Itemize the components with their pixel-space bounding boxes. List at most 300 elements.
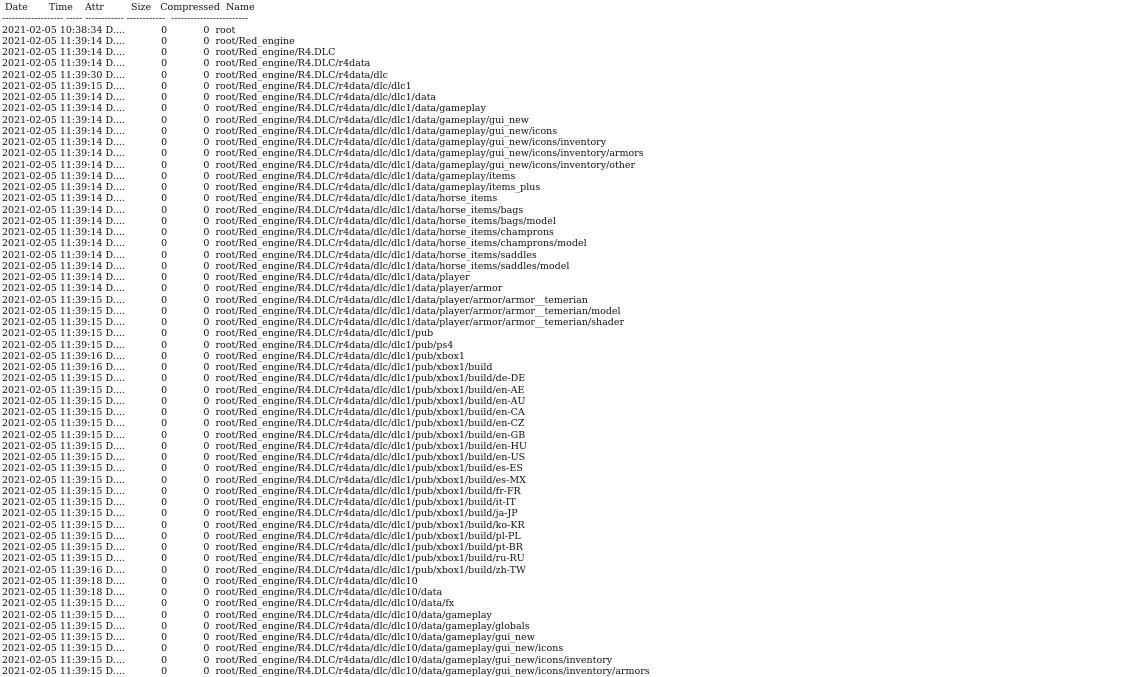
date-cell: 2021-02-05 (2, 373, 57, 384)
date-cell: 2021-02-05 (2, 103, 57, 114)
size-cell: 0 (128, 250, 167, 261)
compressed-cell: 0 (170, 25, 209, 36)
attr-cell: D.... (106, 182, 125, 193)
listing-row (2, 553, 650, 564)
size-cell: 0 (128, 283, 167, 294)
listing-row (2, 396, 650, 407)
size-cell: 0 (128, 92, 167, 103)
date-cell: 2021-02-05 (2, 193, 57, 204)
attr-cell: D.... (106, 261, 125, 272)
compressed-cell: 0 (170, 531, 209, 542)
date-cell: 2021-02-05 (2, 542, 57, 553)
time-cell: 11:39:14 (60, 193, 103, 204)
date-cell: 2021-02-05 (2, 216, 57, 227)
name-cell: root/Red_engine/R4.DLC/r4data/dlc/dlc1/data/horse_items (216, 193, 498, 204)
listing-row (2, 475, 650, 486)
attr-cell: D.... (106, 418, 125, 429)
time-cell: 11:39:16 (60, 351, 103, 362)
date-cell: 2021-02-05 (2, 463, 57, 474)
date-cell: 2021-02-05 (2, 587, 57, 598)
listing-row (2, 497, 650, 508)
date-cell: 2021-02-05 (2, 171, 57, 182)
name-cell: root/Red_engine/R4.DLC/r4data/dlc/dlc1/pub/xbox1/build/en-CZ (216, 418, 525, 429)
name-cell: root/Red_engine/R4.DLC/r4data/dlc/dlc1/pub/ps4 (216, 340, 454, 351)
attr-cell: D.... (106, 632, 125, 643)
listing-row (2, 328, 650, 339)
size-cell: 0 (128, 47, 167, 58)
time-cell: 11:39:15 (60, 463, 103, 474)
time-cell: 11:39:14 (60, 171, 103, 182)
listing-row (2, 70, 650, 81)
date-cell: 2021-02-05 (2, 47, 57, 58)
time-cell: 11:39:14 (60, 160, 103, 171)
date-cell: 2021-02-05 (2, 295, 57, 306)
date-cell: 2021-02-05 (2, 553, 57, 564)
time-cell: 11:39:14 (60, 92, 103, 103)
listing-row (2, 137, 650, 148)
compressed-cell: 0 (170, 396, 209, 407)
listing-row (2, 58, 650, 69)
time-cell: 11:39:15 (60, 295, 103, 306)
size-cell: 0 (128, 328, 167, 339)
listing-row (2, 452, 650, 463)
time-cell: 11:39:15 (60, 407, 103, 418)
name-cell: root/Red_engine/R4.DLC/r4data/dlc/dlc1/data/horse_items/saddles (216, 250, 537, 261)
compressed-cell: 0 (170, 340, 209, 351)
compressed-cell: 0 (170, 182, 209, 193)
time-cell: 11:39:15 (60, 373, 103, 384)
name-cell: root/Red_engine/R4.DLC/r4data/dlc/dlc1/pub/xbox1/build/ja-JP (216, 508, 518, 519)
attr-cell: D.... (106, 452, 125, 463)
name-cell: root/Red_engine/R4.DLC/r4data/dlc/dlc10/data (216, 587, 443, 598)
compressed-cell: 0 (170, 227, 209, 238)
date-cell: 2021-02-05 (2, 508, 57, 519)
size-cell: 0 (128, 126, 167, 137)
compressed-cell: 0 (170, 115, 209, 126)
attr-cell: D.... (106, 598, 125, 609)
compressed-cell: 0 (170, 81, 209, 92)
compressed-cell: 0 (170, 542, 209, 553)
size-cell: 0 (128, 385, 167, 396)
size-cell: 0 (128, 362, 167, 373)
date-cell: 2021-02-05 (2, 452, 57, 463)
time-cell: 11:39:15 (60, 306, 103, 317)
time-cell: 11:39:15 (60, 418, 103, 429)
name-cell: root/Red_engine/R4.DLC/r4data/dlc/dlc1/pub/xbox1/build/zh-TW (216, 565, 526, 576)
listing-row (2, 598, 650, 609)
listing-row (2, 36, 650, 47)
time-cell: 11:39:15 (60, 497, 103, 508)
date-cell: 2021-02-05 (2, 238, 57, 249)
name-cell: root/Red_engine/R4.DLC/r4data/dlc/dlc1/pub/xbox1/build/pl-PL (216, 531, 521, 542)
size-cell: 0 (128, 553, 167, 564)
listing-row (2, 160, 650, 171)
attr-cell: D.... (106, 137, 125, 148)
size-cell: 0 (128, 531, 167, 542)
attr-cell: D.... (106, 283, 125, 294)
date-cell: 2021-02-05 (2, 137, 57, 148)
attr-cell: D.... (106, 25, 125, 36)
date-cell: 2021-02-05 (2, 598, 57, 609)
date-cell: 2021-02-05 (2, 182, 57, 193)
listing-row (2, 643, 650, 654)
name-cell: root/Red_engine/R4.DLC/r4data/dlc/dlc1/pub/xbox1/build (216, 362, 493, 373)
size-cell: 0 (128, 463, 167, 474)
name-cell: root/Red_engine/R4.DLC/r4data/dlc/dlc10/data/fx (216, 598, 455, 609)
size-cell: 0 (128, 486, 167, 497)
name-cell: root/Red_engine/R4.DLC/r4data/dlc/dlc1/pub/xbox1/build/en-HU (216, 441, 527, 452)
attr-cell: D.... (106, 497, 125, 508)
compressed-cell: 0 (170, 508, 209, 519)
time-cell: 11:39:14 (60, 261, 103, 272)
size-cell: 0 (128, 373, 167, 384)
attr-cell: D.... (106, 508, 125, 519)
time-cell: 11:39:15 (60, 81, 103, 92)
attr-cell: D.... (106, 115, 125, 126)
name-cell: root/Red_engine/R4.DLC/r4data/dlc/dlc1/pub (216, 328, 434, 339)
name-cell: root/Red_engine/R4.DLC/r4data/dlc/dlc1/pub/xbox1/build/pt-BR (216, 542, 523, 553)
name-cell: root/Red_engine/R4.DLC/r4data/dlc/dlc1/data/horse_items/champrons/model (216, 238, 587, 249)
attr-cell: D.... (106, 531, 125, 542)
time-cell: 11:39:18 (60, 576, 103, 587)
time-cell: 11:39:14 (60, 148, 103, 159)
attr-cell: D.... (106, 81, 125, 92)
attr-cell: D.... (106, 475, 125, 486)
size-cell: 0 (128, 452, 167, 463)
attr-cell: D.... (106, 295, 125, 306)
name-cell: root/Red_engine/R4.DLC/r4data/dlc/dlc10/data/gameplay (216, 610, 492, 621)
attr-cell: D.... (106, 520, 125, 531)
name-cell: root/Red_engine/R4.DLC/r4data/dlc/dlc1/data/player (216, 272, 470, 283)
size-cell: 0 (128, 441, 167, 452)
date-cell: 2021-02-05 (2, 655, 57, 666)
date-cell: 2021-02-05 (2, 632, 57, 643)
name-cell: root/Red_engine/R4.DLC/r4data/dlc/dlc1/pub/xbox1 (216, 351, 465, 362)
attr-cell: D.... (106, 216, 125, 227)
attr-cell: D.... (106, 272, 125, 283)
size-cell: 0 (128, 193, 167, 204)
date-cell: 2021-02-05 (2, 36, 57, 47)
attr-cell: D.... (106, 171, 125, 182)
name-cell: root/Red_engine/R4.DLC/r4data/dlc/dlc1/data/gameplay/gui_new/icons/inventory/other (216, 160, 636, 171)
size-cell: 0 (128, 160, 167, 171)
name-cell: root/Red_engine/R4.DLC/r4data/dlc/dlc1/pub/xbox1/build/en-CA (216, 407, 525, 418)
name-cell: root/Red_engine/R4.DLC/r4data/dlc/dlc1/data/horse_items/saddles/model (216, 261, 570, 272)
time-cell: 11:39:14 (60, 272, 103, 283)
listing-header: Date Time Attr Size Compressed Name (2, 2, 650, 13)
time-cell: 11:39:15 (60, 666, 103, 677)
name-cell: root/Red_engine/R4.DLC/r4data/dlc/dlc1/data/horse_items/bags/model (216, 216, 556, 227)
listing-row (2, 193, 650, 204)
attr-cell: D.... (106, 385, 125, 396)
time-cell: 11:39:15 (60, 430, 103, 441)
attr-cell: D.... (106, 70, 125, 81)
name-cell: root/Red_engine/R4.DLC/r4data/dlc/dlc1/data/gameplay/gui_new/icons/inventory/armors (216, 148, 644, 159)
compressed-cell: 0 (170, 36, 209, 47)
listing-row (2, 441, 650, 452)
size-cell: 0 (128, 520, 167, 531)
date-cell: 2021-02-05 (2, 272, 57, 283)
listing-row (2, 283, 650, 294)
time-cell: 11:39:15 (60, 486, 103, 497)
compressed-cell: 0 (170, 418, 209, 429)
listing-row (2, 92, 650, 103)
size-cell: 0 (128, 205, 167, 216)
compressed-cell: 0 (170, 160, 209, 171)
name-cell: root/Red_engine/R4.DLC/r4data/dlc/dlc1/data/horse_items/champrons (216, 227, 554, 238)
time-cell: 11:39:16 (60, 565, 103, 576)
name-cell: root/Red_engine/R4.DLC/r4data/dlc/dlc1/data/player/armor/armor__temerian (216, 295, 588, 306)
date-cell: 2021-02-05 (2, 610, 57, 621)
listing-row (2, 373, 650, 384)
attr-cell: D.... (106, 587, 125, 598)
date-cell: 2021-02-05 (2, 115, 57, 126)
size-cell: 0 (128, 587, 167, 598)
name-cell: root/Red_engine/R4.DLC/r4data/dlc/dlc10/data/gameplay/gui_new/icons (216, 643, 564, 654)
size-cell: 0 (128, 182, 167, 193)
date-cell: 2021-02-05 (2, 666, 57, 677)
attr-cell: D.... (106, 396, 125, 407)
listing-row (2, 666, 650, 677)
size-cell: 0 (128, 58, 167, 69)
size-cell: 0 (128, 137, 167, 148)
date-cell: 2021-02-05 (2, 340, 57, 351)
date-cell: 2021-02-05 (2, 70, 57, 81)
attr-cell: D.... (106, 47, 125, 58)
name-cell: root/Red_engine/R4.DLC/r4data/dlc/dlc1/pub/xbox1/build/fr-FR (216, 486, 521, 497)
date-cell: 2021-02-05 (2, 565, 57, 576)
listing-row (2, 47, 650, 58)
time-cell: 11:39:14 (60, 250, 103, 261)
name-cell: root/Red_engine/R4.DLC/r4data/dlc/dlc1/pub/xbox1/build/en-US (216, 452, 526, 463)
date-cell: 2021-02-05 (2, 25, 57, 36)
date-cell: 2021-02-05 (2, 418, 57, 429)
listing-row (2, 317, 650, 328)
time-cell: 11:39:15 (60, 385, 103, 396)
name-cell: root/Red_engine/R4.DLC/r4data/dlc/dlc10/data/gameplay/gui_new/icons/inventory (216, 655, 613, 666)
date-cell: 2021-02-05 (2, 306, 57, 317)
compressed-cell: 0 (170, 576, 209, 587)
attr-cell: D.... (106, 621, 125, 632)
attr-cell: D.... (106, 666, 125, 677)
name-cell: root/Red_engine/R4.DLC/r4data/dlc/dlc10/data/gameplay/gui_new (216, 632, 535, 643)
compressed-cell: 0 (170, 486, 209, 497)
size-cell: 0 (128, 25, 167, 36)
compressed-cell: 0 (170, 463, 209, 474)
name-cell: root/Red_engine/R4.DLC/r4data/dlc/dlc1 (216, 81, 412, 92)
size-cell: 0 (128, 396, 167, 407)
attr-cell: D.... (106, 250, 125, 261)
size-cell: 0 (128, 407, 167, 418)
compressed-cell: 0 (170, 430, 209, 441)
size-cell: 0 (128, 351, 167, 362)
listing-row (2, 351, 650, 362)
size-cell: 0 (128, 475, 167, 486)
attr-cell: D.... (106, 610, 125, 621)
compressed-cell: 0 (170, 317, 209, 328)
date-cell: 2021-02-05 (2, 362, 57, 373)
compressed-cell: 0 (170, 137, 209, 148)
listing-row (2, 171, 650, 182)
compressed-cell: 0 (170, 306, 209, 317)
compressed-cell: 0 (170, 407, 209, 418)
date-cell: 2021-02-05 (2, 205, 57, 216)
listing-row (2, 148, 650, 159)
time-cell: 11:39:14 (60, 182, 103, 193)
listing-row (2, 261, 650, 272)
listing-row (2, 430, 650, 441)
time-cell: 11:39:15 (60, 542, 103, 553)
listing-row (2, 632, 650, 643)
listing-row (2, 531, 650, 542)
compressed-cell: 0 (170, 621, 209, 632)
listing-row (2, 407, 650, 418)
attr-cell: D.... (106, 643, 125, 654)
name-cell: root/Red_engine/R4.DLC/r4data/dlc/dlc10 (216, 576, 418, 587)
time-cell: 11:39:15 (60, 531, 103, 542)
name-cell: root/Red_engine/R4.DLC/r4data/dlc/dlc1/data/player/armor/armor__temerian/model (216, 306, 621, 317)
date-cell: 2021-02-05 (2, 497, 57, 508)
compressed-cell: 0 (170, 250, 209, 261)
attr-cell: D.... (106, 205, 125, 216)
compressed-cell: 0 (170, 58, 209, 69)
time-cell: 11:39:15 (60, 655, 103, 666)
name-cell: root/Red_engine/R4.DLC/r4data/dlc/dlc1/data/gameplay/gui_new/icons (216, 126, 558, 137)
attr-cell: D.... (106, 148, 125, 159)
time-cell: 11:39:14 (60, 137, 103, 148)
time-cell: 11:39:15 (60, 610, 103, 621)
name-cell: root/Red_engine/R4.DLC/r4data/dlc/dlc1/data/gameplay/gui_new/icons/inventory (216, 137, 607, 148)
compressed-cell: 0 (170, 385, 209, 396)
time-cell: 11:39:18 (60, 587, 103, 598)
size-cell: 0 (128, 430, 167, 441)
date-cell: 2021-02-05 (2, 430, 57, 441)
time-cell: 11:39:14 (60, 126, 103, 137)
time-cell: 11:39:15 (60, 553, 103, 564)
time-cell: 11:39:14 (60, 36, 103, 47)
compressed-cell: 0 (170, 553, 209, 564)
date-cell: 2021-02-05 (2, 621, 57, 632)
size-cell: 0 (128, 666, 167, 677)
listing-row (2, 587, 650, 598)
name-cell: root/Red_engine/R4.DLC/r4data/dlc/dlc1/data/player/armor (216, 283, 503, 294)
name-cell: root/Red_engine/R4.DLC/r4data/dlc/dlc1/pub/xbox1/build/es-ES (216, 463, 523, 474)
compressed-cell: 0 (170, 205, 209, 216)
size-cell: 0 (128, 418, 167, 429)
size-cell: 0 (128, 610, 167, 621)
name-cell: root/Red_engine/R4.DLC/r4data (216, 58, 371, 69)
compressed-cell: 0 (170, 171, 209, 182)
time-cell: 11:39:15 (60, 508, 103, 519)
time-cell: 11:39:15 (60, 452, 103, 463)
name-cell: root/Red_engine/R4.DLC/r4data/dlc/dlc1/data/horse_items/bags (216, 205, 524, 216)
listing-row (2, 205, 650, 216)
listing-row (2, 115, 650, 126)
date-cell: 2021-02-05 (2, 486, 57, 497)
compressed-cell: 0 (170, 283, 209, 294)
compressed-cell: 0 (170, 47, 209, 58)
size-cell: 0 (128, 497, 167, 508)
listing-row (2, 621, 650, 632)
name-cell: root/Red_engine/R4.DLC/r4data/dlc/dlc10/data/gameplay/gui_new/icons/inventory/armors (216, 666, 650, 677)
attr-cell: D.... (106, 407, 125, 418)
compressed-cell: 0 (170, 520, 209, 531)
time-cell: 11:39:14 (60, 205, 103, 216)
name-cell: root/Red_engine/R4.DLC/r4data/dlc/dlc1/data/gameplay/items (216, 171, 516, 182)
date-cell: 2021-02-05 (2, 250, 57, 261)
size-cell: 0 (128, 216, 167, 227)
size-cell: 0 (128, 261, 167, 272)
listing-row (2, 542, 650, 553)
listing-row (2, 182, 650, 193)
compressed-cell: 0 (170, 272, 209, 283)
compressed-cell: 0 (170, 92, 209, 103)
listing-row (2, 610, 650, 621)
size-cell: 0 (128, 598, 167, 609)
listing-row (2, 250, 650, 261)
size-cell: 0 (128, 36, 167, 47)
listing-row (2, 295, 650, 306)
attr-cell: D.... (106, 486, 125, 497)
attr-cell: D.... (106, 441, 125, 452)
name-cell: root/Red_engine/R4.DLC/r4data/dlc/dlc1/data/gameplay/items_plus (216, 182, 541, 193)
listing-row (2, 385, 650, 396)
attr-cell: D.... (106, 463, 125, 474)
date-cell: 2021-02-05 (2, 92, 57, 103)
listing-row (2, 81, 650, 92)
attr-cell: D.... (106, 193, 125, 204)
date-cell: 2021-02-05 (2, 396, 57, 407)
listing-row (2, 238, 650, 249)
time-cell: 11:39:15 (60, 632, 103, 643)
compressed-cell: 0 (170, 362, 209, 373)
size-cell: 0 (128, 565, 167, 576)
size-cell: 0 (128, 655, 167, 666)
compressed-cell: 0 (170, 565, 209, 576)
date-cell: 2021-02-05 (2, 126, 57, 137)
date-cell: 2021-02-05 (2, 407, 57, 418)
listing-row (2, 103, 650, 114)
compressed-cell: 0 (170, 261, 209, 272)
name-cell: root/Red_engine/R4.DLC/r4data/dlc/dlc1/data/gameplay (216, 103, 486, 114)
time-cell: 11:39:15 (60, 328, 103, 339)
listing-separator: ------------------- ----- ------------ ------------ ------------------------ (2, 13, 650, 24)
size-cell: 0 (128, 171, 167, 182)
date-cell: 2021-02-05 (2, 351, 57, 362)
compressed-cell: 0 (170, 452, 209, 463)
attr-cell: D.... (106, 340, 125, 351)
date-cell: 2021-02-05 (2, 643, 57, 654)
attr-cell: D.... (106, 553, 125, 564)
attr-cell: D.... (106, 58, 125, 69)
size-cell: 0 (128, 238, 167, 249)
attr-cell: D.... (106, 227, 125, 238)
compressed-cell: 0 (170, 610, 209, 621)
listing-row (2, 340, 650, 351)
listing-row (2, 655, 650, 666)
name-cell: root/Red_engine/R4.DLC/r4data/dlc/dlc1/data/gameplay/gui_new (216, 115, 529, 126)
time-cell: 11:39:15 (60, 396, 103, 407)
size-cell: 0 (128, 103, 167, 114)
compressed-cell: 0 (170, 216, 209, 227)
listing-row (2, 362, 650, 373)
listing-row (2, 565, 650, 576)
name-cell: root/Red_engine/R4.DLC/r4data/dlc/dlc10/data/gameplay/globals (216, 621, 530, 632)
compressed-cell: 0 (170, 441, 209, 452)
name-cell: root/Red_engine/R4.DLC/r4data/dlc/dlc1/data/player/armor/armor__temerian/shader (216, 317, 624, 328)
attr-cell: D.... (106, 160, 125, 171)
date-cell: 2021-02-05 (2, 227, 57, 238)
